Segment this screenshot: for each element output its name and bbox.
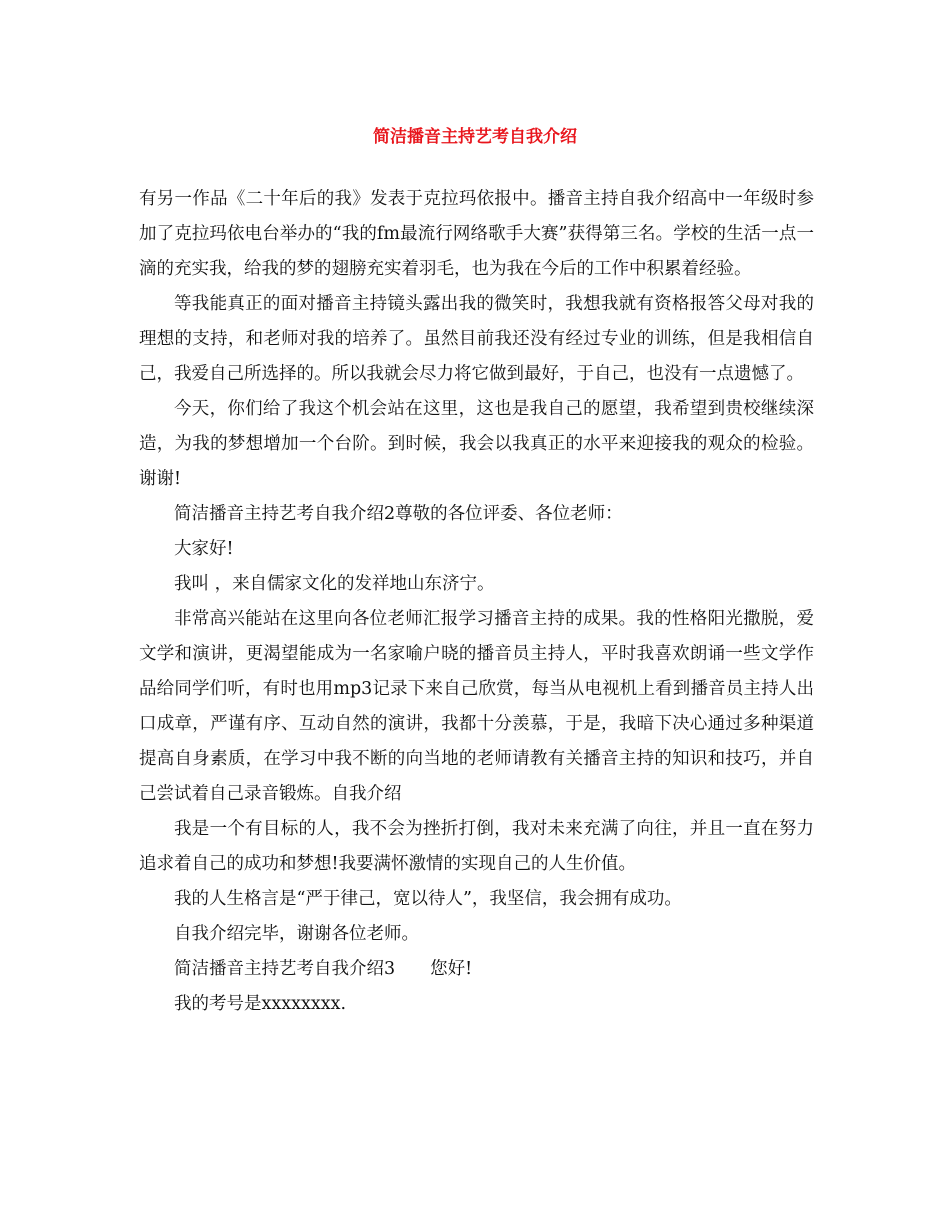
paragraph-5: 大家好! bbox=[174, 539, 234, 559]
paragraph-10: 自我介绍完毕，谢谢各位老师。 bbox=[174, 924, 419, 944]
paragraph-9: 我的人生格言是“严于律己，宽以待人”，我坚信，我会拥有成功。 bbox=[174, 889, 682, 909]
paragraph-2: 等我能真正的面对播音主持镜头露出我的微笑时，我想我就有资格报答父母对我的理想的支持，和老师对我的培养了。虽然目前我还没有经过专业的训练，但是我相信自己，我爱自己所选择的。所以我就会尽力将它做到最好，于自己，也没有一点遗憾了。 bbox=[139, 294, 814, 384]
document-title: 简洁播音主持艺考自我介绍 bbox=[373, 127, 577, 147]
paragraph-1: 有另一作品《二十年后的我》发表于克拉玛依报中。播音主持自我介绍高中一年级时参加了克拉玛依电台举办的“我的fm最流行网络歌手大赛”获得第三名。学校的生活一点一滴的充实我，给我的梦的翅膀充实着羽毛，也为我在今后的工作中积累着经验。 bbox=[139, 189, 814, 279]
paragraph-4: 简洁播音主持艺考自我介绍2尊敬的各位评委、各位老师： bbox=[174, 504, 623, 524]
paragraph-3: 今天，你们给了我这个机会站在这里，这也是我自己的愿望，我希望到贵校继续深造，为我的梦想增加一个台阶。到时候，我会以我真正的水平来迎接我的观众的检验。谢谢! bbox=[139, 399, 814, 489]
paragraph-11: 简洁播音主持艺考自我介绍3 您好! bbox=[174, 959, 473, 979]
paragraph-8: 我是一个有目标的人，我不会为挫折打倒，我对未来充满了向往，并且一直在努力追求着自己的成功和梦想!我要满怀激情的实现自己的人生价值。 bbox=[139, 819, 814, 874]
paragraph-6: 我叫 ，来自儒家文化的发祥地山东济宁。 bbox=[174, 574, 495, 594]
paragraph-7: 非常高兴能站在这里向各位老师汇报学习播音主持的成果。我的性格阳光撒脱，爱文学和演讲，更渴望能成为一名家喻户晓的播音员主持人，平时我喜欢朗诵一些文学作品给同学们听，有时也用mp3记录下来自己欣赏，每当从电视机上看到播音员主持人出口成章，严谨有序、互动自然的演讲，我都十分羡慕，于是，我暗下决心通过多种渠道提高自身素质，在学习中我不断的向当地的老师请教有关播音主持的知识和技巧，并自己尝试着自己录音锻炼。自我介绍 bbox=[139, 609, 814, 804]
paragraph-12: 我的考号是xxxxxxxx. bbox=[174, 994, 347, 1014]
document-body bbox=[139, 182, 814, 1022]
